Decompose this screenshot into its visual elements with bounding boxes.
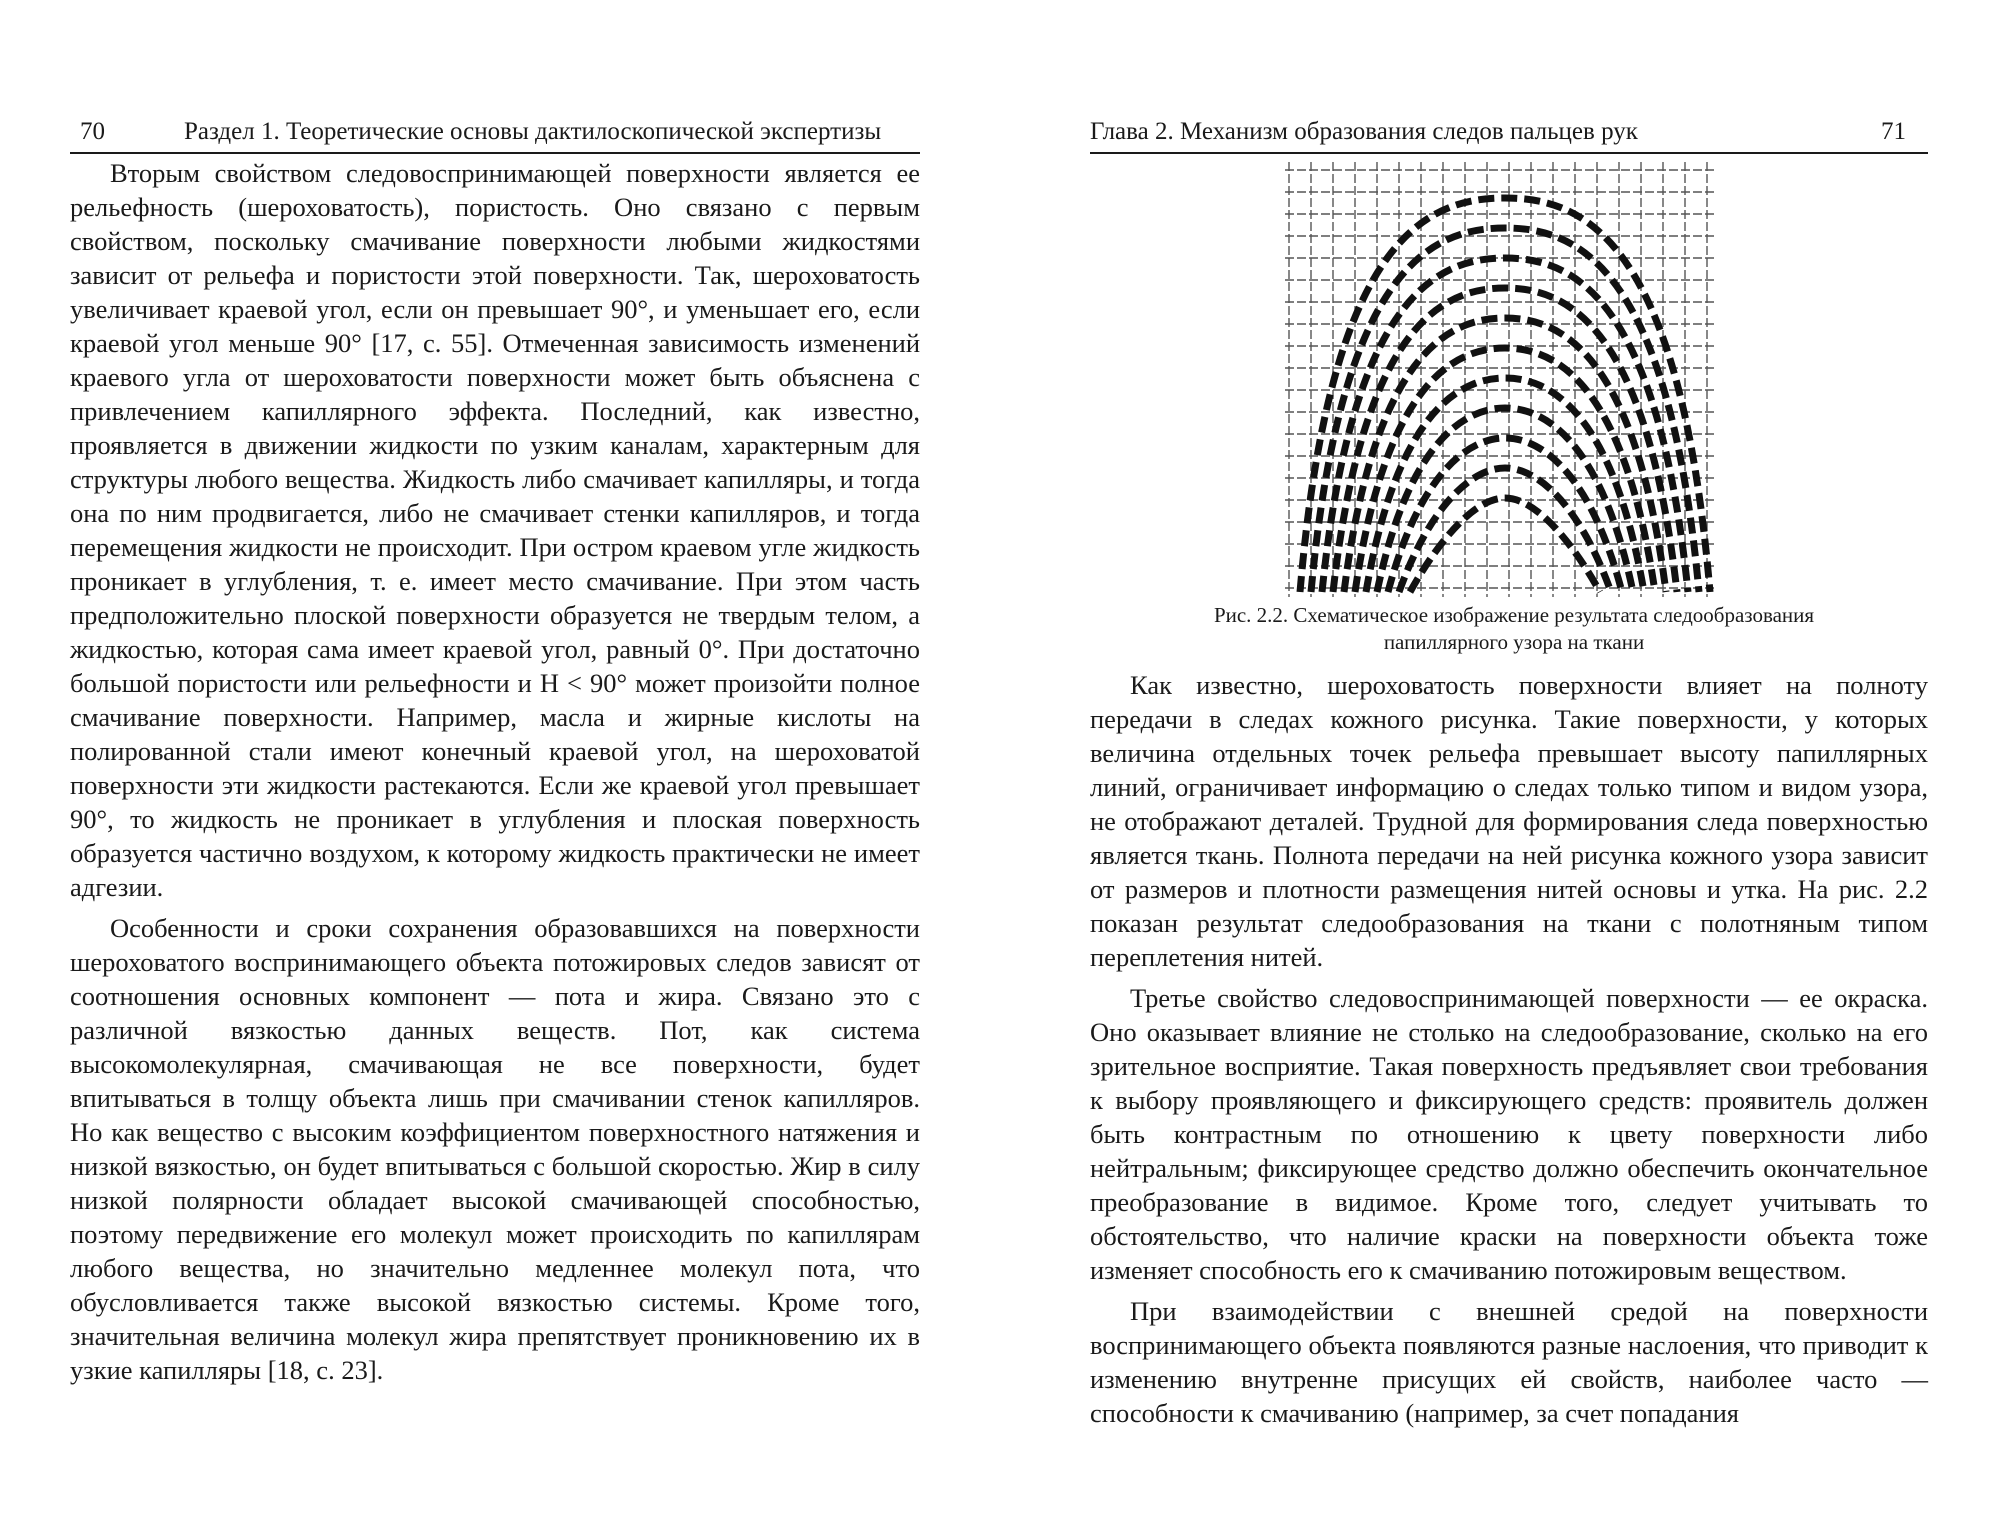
paragraph: Вторым свойством следовоспринимающей поверхности является ее рельефность (шероховатость), пористость. Оно связано с первым свойством, поскольку смачивание поверхности любыми жидкостями зависит от рельефа и пористости этой поверхности. Так, шероховатость увеличивает краевой угол, если он превышает 90°, и уменьшает его, если краевой угол меньше 90° [17, с. 55]. Отмеченная зависимость изменений краевого угла от шероховатости поверхности может быть объяснена с привлечением капиллярного эффекта. Последний, как известно, проявляется в движении жидкости по узким каналам, характерным для структуры любого вещества. Жидкость либо смачивает капилляры, и тогда она по ним продвигается, либо не смачивает стенки капилляров, и тогда перемещения жидкости не происходит. При остром краевом угле жидкость проникает в углубления, т. е. имеет место смачивание. При этом часть предположительно плоской поверхности образуется не твердым телом, а жидкостью, которая сама имеет краевой угол, равный 0°. При достаточно большой пористости или рельефности и Н < 90° может произойти полное смачивание поверхности. Например, масла и жирные кислоты на полированной стали имеют конечный краевой угол, на шероховатой поверхности эти жидкости растекаются. Если же краевой угол превышает 90°, то жидкость не проникает в углубления и плоская поверхность образуется частично воздухом, к которому жидкость практически не имеет адгезии. xyxy=(70,158,920,902)
paragraph: При взаимодействии с внешней средой на поверхности воспринимающего объекта появляются разные наслоения, что приводит к изменению внутренне присущих ей свойств, наиболее часто — способности к смачиванию (например, за счет попадания xyxy=(1090,1296,1928,1428)
paragraph: Особенности и сроки сохранения образовавшихся на поверхности шероховатого воспринимающего объекта потожировых следов зависят от соотношения основных компонент — пота и жира. Связано это с различной вязкостью данных веществ. Пот, как система высокомолекулярная, смачивающая не все поверхности, будет впитываться в толщу объекта лишь при смачивании стенок капилляров. Но как вещество с высоким коэффициентом поверхностного натяжения и низкой вязкостью, он будет впитываться с большой скоростью. Жир в силу низкой полярности обладает высокой смачивающей способностью, поэтому передвижение его молекул может происходить по капиллярам любого вещества, но значительно медленнее молекул пота, что обусловливается также высокой вязкостью системы. Кроме того, значительная величина молекул жира препятствует проникновению их в узкие капилляры [18, с. 23]. xyxy=(70,913,920,1385)
right-page xyxy=(1090,0,1928,1536)
paragraph: Как известно, шероховатость поверхности влияет на полноту передачи в следах кожного рисунка. Такие поверхности, у которых величина отдельных точек рельефа превышает высоту папиллярных линий, ограничивает информацию о следах только типом и видом узора, не отображают деталей. Трудной для формирования следа поверхностью является ткань. Полнота передачи на ней рисунка кожного узора зависит от размеров и плотности размещения нитей основы и утка. На рис. 2.2 показан результат следообразования на ткани с полотняным типом переплетения нитей. xyxy=(1090,670,1928,972)
figure-caption: Рис. 2.2. Схематическое изображение результата следообразования папиллярного узора на ткани xyxy=(1213,603,1815,654)
running-head xyxy=(1090,112,1928,154)
page-number: 70 xyxy=(80,118,105,145)
running-head-title: Глава 2. Механизм образования следов пальцев рук xyxy=(1090,118,1638,145)
papillary-ridge xyxy=(1399,468,1611,592)
body-text xyxy=(70,156,920,1387)
running-head xyxy=(70,112,920,154)
paragraph: Третье свойство следовоспринимающей поверхности — ее окраска. Оно оказывает влияние не столько на следообразование, сколько на его зрительное восприятие. Такая поверхность предъявляет свои требования к выбору проявляющего и фиксирующего средств: проявитель должен быть контрастным по отношению к цвету поверхности либо нейтральным; фиксирующее средство должно обеспечить окончательное преобразование в видимое. Кроме того, следует учитывать то обстоятельство, что наличие краски на поверхности объекта тоже изменяет способность его к смачиванию потожировым веществом. xyxy=(1090,983,1928,1285)
fabric-print-svg xyxy=(1285,162,1715,597)
running-head-title: Раздел 1. Теоретические основы дактилоскопической экспертизы xyxy=(184,118,882,145)
body-text xyxy=(1090,668,1928,1430)
figure-2-2 xyxy=(1090,162,1928,652)
papillary-ridge-lines xyxy=(1300,198,1710,592)
page-number: 71 xyxy=(1881,118,1906,145)
fabric-fingerprint-illustration xyxy=(1285,162,1715,597)
left-page xyxy=(70,0,920,1536)
